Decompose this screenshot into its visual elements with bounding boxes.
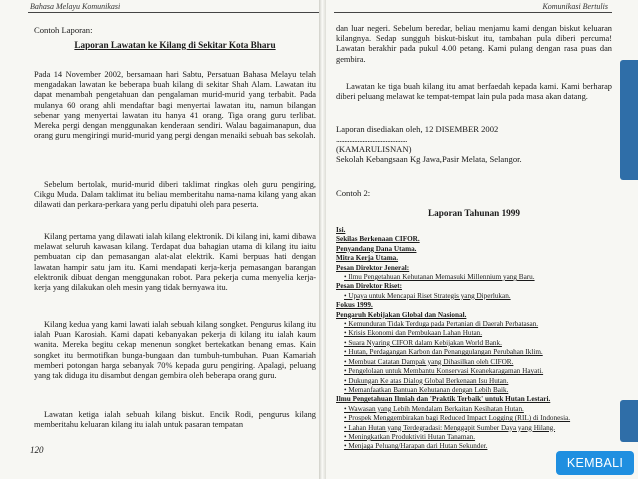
toc-bullet: • Prospek Menggembirakan bagi Reduced Impact Logging (RIL) di Indonesia. <box>344 414 571 423</box>
toc-line: Isi. <box>336 226 346 234</box>
toc-bullet: • Dukungan Ke atas Dialog Global Berkenaan Isu Hutan. <box>344 376 509 385</box>
toc-line: Mitra Kerja Utama. <box>336 254 399 263</box>
section-label: Contoh Laporan: <box>34 25 93 35</box>
page-number: 120 <box>30 445 44 455</box>
example-label: Contoh 2: <box>336 188 371 198</box>
back-button[interactable]: KEMBALI <box>556 451 634 475</box>
toc-bullet: • Pengelolaan untuk Membantu Konservasi Keanekaragaman Hayati. <box>344 367 544 376</box>
toc-bullet: • Memanfaatkan Bantuan Kehutanan dengan Lebih Baik. <box>344 385 509 394</box>
toc-bullet: • Upaya untuk Mencapai Riset Strategis yang Diperlukan. <box>344 291 511 300</box>
running-header-left: Bahasa Melayu Komunikasi <box>30 2 121 11</box>
toc-line: Pesan Direktor Riset: <box>336 282 403 291</box>
toc-bullet: • Menjaga Peluang/Harapan dari Hutan Sekunder. <box>344 442 488 451</box>
toc-line: Pengaruh Kebijakan Global dan Nasional. <box>336 310 467 319</box>
toc-bullet: • Meningkatkan Produktiviti Hutan Tanaman. <box>344 432 476 441</box>
paragraph-2: Sebelum bertolak, murid-murid diberi taklimat ringkas oleh guru pengiring, Cikgu Muda. Dalam taklimat itu beliau memberitahu nama-nama kilang yang akan dilawati dan perkara-perkara yang perlu dipatuhi oleh para peserta. <box>34 180 316 210</box>
side-accent-strip-lower <box>620 400 638 442</box>
side-accent-strip <box>620 60 638 180</box>
toc-line: Pesan Direktor Jeneral: <box>336 263 410 272</box>
toc-bullet: • Krisis Ekonomi dan Pembukaan Lahan Hutan. <box>344 329 483 338</box>
paragraph-1: Pada 14 November 2002, bersamaan hari Sabtu, Persatuan Bahasa Melayu telah mengadakan lawatan ke beberapa buah kilang di sekitar Shah Alam. Lawatan itu dapat menambah pengetahuan dan pengalaman murid-murid yang terbabit. Pada mulanya 60 orang ahli mendaftar bagi menyertai lawatan itu, namun bilangan sebenar yang menyertai lawatan itu hanya 41 orang. Tiga orang guru terlibat. Mereka pergi dengan menggunakan kenderaan sendiri. Walau bagaimanapun, dua orang guru mengiringi murid-murid yang pergi dengan menaiki sebuah bas sekolah. <box>34 70 316 141</box>
report2-title: Laporan Tahunan 1999 <box>428 208 520 218</box>
right-paragraph-1: dan luar negeri. Sebelum beredar, beliau menjamu kami dengan biskut keluaran kilangnya. Sedap sungguh biskut-biskut itu, tambahan pula diberi percuma! Lawatan berakhir pada pukul 4.00 petang. Kami pulang dengan rasa puas dan gembira. <box>336 24 612 64</box>
running-header-right: Komunikasi Bertulis <box>542 2 608 11</box>
prepared-by: Laporan disediakan oleh, 12 DISEMBER 2002 <box>336 124 499 134</box>
right-page <box>326 0 638 479</box>
toc-line: Penyandang Dana Utama. <box>336 244 417 253</box>
toc-bullet: • Ilmu Pengetahuan Kehutanan Memasuki Millennium yang Baru. <box>344 273 535 282</box>
paragraph-3: Kilang pertama yang dilawati ialah kilang elektronik. Di kilang ini, kami dibawa melawat seluruh kawasan kilang. Terdapat dua bahagian utama di kilang itu iaitu pembuatan cip dan pemasangan alat-alat elektrik. Kami berpuas hati dengan lawatan hampir satu jam itu. Kami mendapati kerja-kerja pemasangan barangan elektronik dibuat dengan menggunakan robot. Para pekerja cuma menyelia kerja-kerja yang dilakukan oleh mesin yang tidak bernyawa itu. <box>34 232 316 293</box>
toc-line: Fokus 1999. <box>336 301 373 310</box>
right-paragraph-2: Lawatan ke tiga buah kilang itu amat berfaedah kepada kami. Kami berharap diberi peluang melawat ke tempat-tempat lain pula pada masa akan datang. <box>336 82 612 102</box>
header-rule-right <box>334 12 612 13</box>
header-rule <box>28 12 320 13</box>
toc-bullet: • Lahan Hutan yang Terdegradasi: Menggapit Sumber Daya yang Hilang. <box>344 423 556 432</box>
report2-contents <box>336 226 614 452</box>
school-name: Sekolah Kebangsaan Kg Jawa,Pasir Melata, Selangor. <box>336 154 522 164</box>
paragraph-5: Lawatan ketiga ialah sebuah kilang biskut. Encik Rodi, pengurus kilang memberitahu keluaran kilang itu ialah untuk pasaran tempatan <box>34 410 316 430</box>
toc-line: Sekilas Berkenaan CIFOR. <box>336 235 420 244</box>
signature-dots: ........................................... <box>336 134 407 144</box>
report-title: Laporan Lawatan ke Kilang di Sekitar Kota Bharu <box>74 40 276 50</box>
toc-bullet: • Membuat Catatan Dampak yang Dihasilkan oleh CIFOR. <box>344 357 514 366</box>
toc-bullet: • Hutan, Perdagangan Karbon dan Penanggulangan Perubahan Iklim. <box>344 348 543 357</box>
author-name: (KAMARULISNAN) <box>336 144 412 154</box>
toc-bullet: • Wawasan yang Lebih Mendalam Berkaitan Kesihatan Hutan. <box>344 404 524 413</box>
paragraph-4: Kilang kedua yang kami lawati ialah sebuah kilang songket. Pengurus kilang itu ialah Puan Karosiah. Kami dapati kebanyakan pekerja di kilang itu ialah kaum wanita. Mereka begitu cekap menenun songket bertekatkan benang emas. Kain songket itu bermotifkan bunga-bungaan dan tumbuh-tumbuhan. Puan Kamariah memberi potongan harga sebanyak 70% kepada guru pengiring. Apalagi, peluang yang tak diduga itu disambut dengan gembira oleh beberapa orang guru. <box>34 320 316 381</box>
toc-bullet: • Suara Nyaring CIFOR dalam Kebijakan World Bank. <box>344 338 502 347</box>
toc-line: Ilmu Pengetahuan Ilmiah dan 'Praktik Terbaik' untuk Hutan Lestari. <box>336 395 551 404</box>
toc-bullet: • Kemunduran Tidak Terduga pada Pertanian di Daerah Perbatasan. <box>344 320 539 329</box>
